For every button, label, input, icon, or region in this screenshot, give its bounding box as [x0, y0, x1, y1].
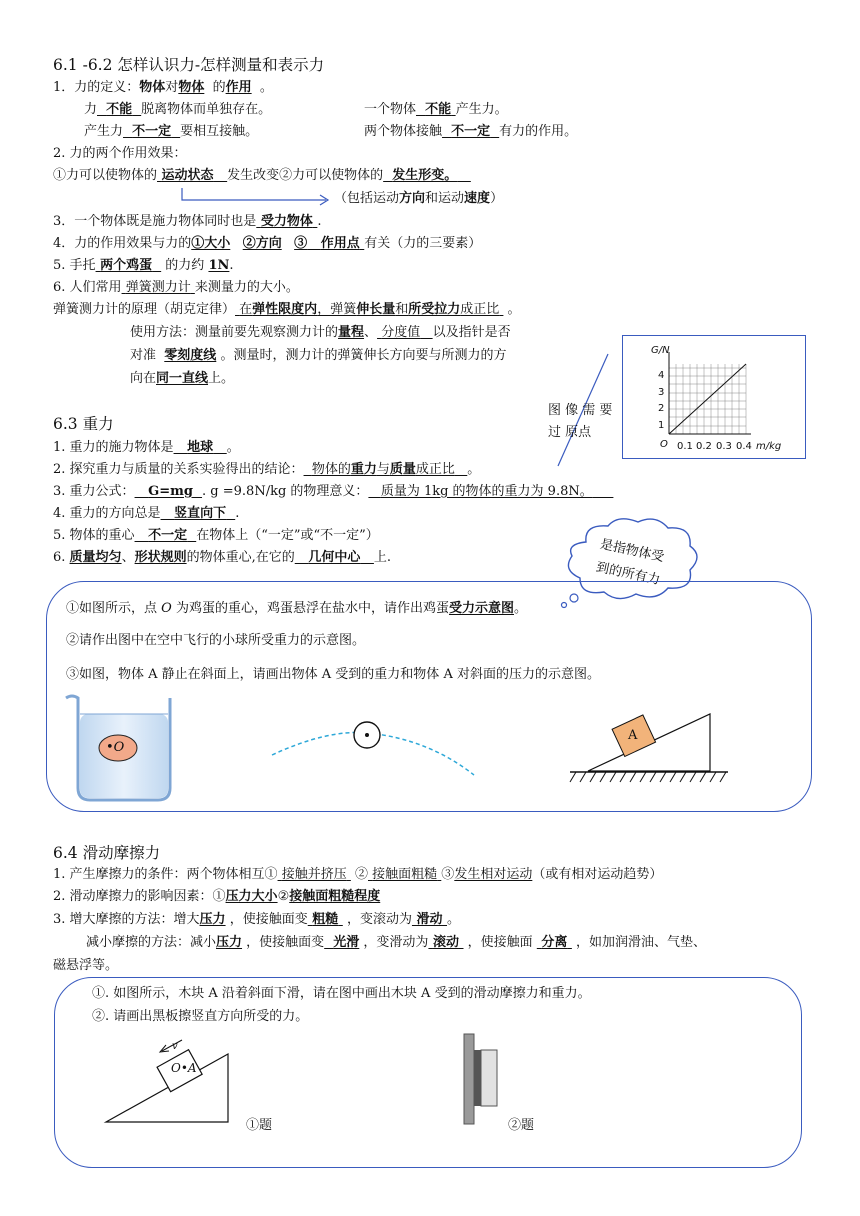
graph-x-tick: 0.4: [736, 441, 752, 452]
force-definition: 1．力的定义：物体对物体 的作用 。: [53, 80, 273, 95]
cloud-text-1: 是指物体受: [598, 536, 666, 566]
friction-line-5: 磁悬浮等。: [53, 958, 119, 973]
gravity-line-4: 4. 重力的方向总是 竖直向下 .: [53, 506, 240, 521]
graph-y-tick: 1: [658, 420, 665, 431]
graph-x-tick: 0.1: [677, 441, 693, 452]
gravity-line-1: 1. 重力的施力物体是 地球 。: [53, 440, 240, 455]
force-property-4: 两个物体接触 不一定 有力的作用。: [364, 124, 578, 139]
exercise-1-q1: ①如图所示，点 O 为鸡蛋的重心，鸡蛋悬浮在盐水中，请作出鸡蛋受力示意图。: [66, 601, 528, 616]
interaction-line: 3．一个物体既是施力物体同时也是 受力物体 .: [53, 214, 322, 229]
graph-y-label: G/N: [651, 345, 670, 356]
flying-ball-figure: [268, 715, 478, 781]
graph-origin: O: [660, 439, 668, 450]
incline-block-figure: [568, 708, 736, 788]
figure-caption-2: ②题: [508, 1118, 535, 1133]
usage-line-2: 对准 零刻度线 。测量时，测力计的弹簧伸长方向要与所测力的方: [130, 348, 507, 363]
exercise-1-q3: ③如图，物体 A 静止在斜面上，请画出物体 A 受到的重力和物体 A 对斜面的压力的示意图。: [66, 667, 600, 682]
section-title-gravity: 6.3 重力: [53, 415, 114, 433]
motion-note: （包括运动方向和运动速度）: [334, 191, 504, 206]
force-effects-heading: 2. 力的两个作用效果：: [53, 146, 187, 161]
incline-block-label: A: [628, 728, 638, 743]
exercise-2-q2: ②. 请画出黑板擦竖直方向所受的力。: [92, 1009, 309, 1024]
force-property-1: 力 不能 脱离物体而单独存在。: [84, 102, 272, 117]
gravity-line-6: 6. 质量均匀、形状规则的物体重心,在它的 几何中心 上.: [53, 550, 392, 565]
friction-line-4: 减小摩擦的方法：减小压力 ，使接触面变 光滑 ，变滑动为 滚动 ，使接触面 分离 ，如加润滑油、气垫、: [86, 935, 707, 950]
spring-scale-line: 6. 人们常用 弹簧测力计 来测量力的大小。: [53, 280, 299, 295]
usage-line-1: 使用方法：测量前要先观察测力计的量程、 分度值 以及指针是否: [130, 325, 511, 340]
friction-line-2: 2. 滑动摩擦力的影响因素：①压力大小②接触面粗糙程度: [53, 889, 381, 904]
graph-data-line: [669, 364, 746, 434]
graph-y-tick: 2: [658, 403, 665, 414]
friction-line-3: 3. 增大摩擦的方法：增大压力 ，使接触面变 粗糙 ，变滚动为 滑动 。: [53, 912, 461, 927]
sliding-block-label: O•A: [171, 1061, 197, 1075]
blackboard-eraser-figure: [460, 1032, 504, 1126]
graph-note-1: 图 像 需 要: [548, 403, 613, 418]
friction-line-1: 1. 产生摩擦力的条件：两个物体相互① 接触并挤压 ② 接触面粗糙 ③发生相对运动（或有相对运动趋势）: [53, 867, 663, 882]
figure-caption-1: ①题: [246, 1118, 273, 1133]
egg-center-label: •O: [106, 740, 125, 755]
graph-note-2: 过 原点: [548, 425, 592, 440]
gravity-line-5: 5. 物体的重心 不一定 在物体上（“一定”或“不一定”）: [53, 528, 379, 543]
gravity-line-2: 2. 探究重力与质量的关系实验得出的结论： 物体的重力与质量成正比 。: [53, 462, 481, 477]
hooke-law-line: 弹簧测力计的原理（胡克定律） 在弹性限度内，弹簧伸长量和所受拉力成正比 。: [53, 302, 521, 317]
egg-force-line: 5. 手托 两个鸡蛋 的力约 1N.: [53, 258, 234, 273]
gravity-line-3: 3. 重力公式： G=mg . g =9.8N/kg 的物理意义： 质量为 1kg 的物体的重力为 9.8N。: [53, 484, 593, 499]
section-title-friction: 6.4 滑动摩擦力: [53, 844, 161, 862]
section-title-force: 6.1 -6.2 怎样认识力-怎样测量和表示力: [53, 56, 325, 74]
graph-x-unit: m/kg: [756, 441, 782, 452]
force-property-3: 产生力 不一定 要相互接触。: [84, 124, 259, 139]
motion-arrow: [180, 186, 340, 208]
gravity-mass-graph: [622, 335, 806, 459]
force-property-2: 一个物体 不能 产生力。: [364, 102, 508, 117]
graph-x-tick: 0.3: [716, 441, 732, 452]
velocity-label: v: [172, 1041, 178, 1052]
exercise-1-q2: ②请作出图中在空中飞行的小球所受重力的示意图。: [66, 633, 366, 648]
force-effects-line: ①力可以使物体的 运动状态 发生改变②力可以使物体的 发生形变。: [53, 168, 458, 183]
exercise-2-q1: ①. 如图所示，木块 A 沿着斜面下滑，请在图中画出木块 A 受到的滑动摩擦力和重力。: [92, 986, 591, 1001]
graph-y-tick: 4: [658, 370, 665, 381]
usage-line-3: 向在同一直线上。: [130, 371, 235, 386]
cloud-text-2: 到的所有力: [594, 559, 662, 589]
graph-y-tick: 3: [658, 387, 665, 398]
graph-x-tick: 0.2: [696, 441, 712, 452]
three-elements-line: 4．力的作用效果与力的①大小 ②方向 ③ 作用点 有关（力的三要素）: [53, 236, 482, 251]
